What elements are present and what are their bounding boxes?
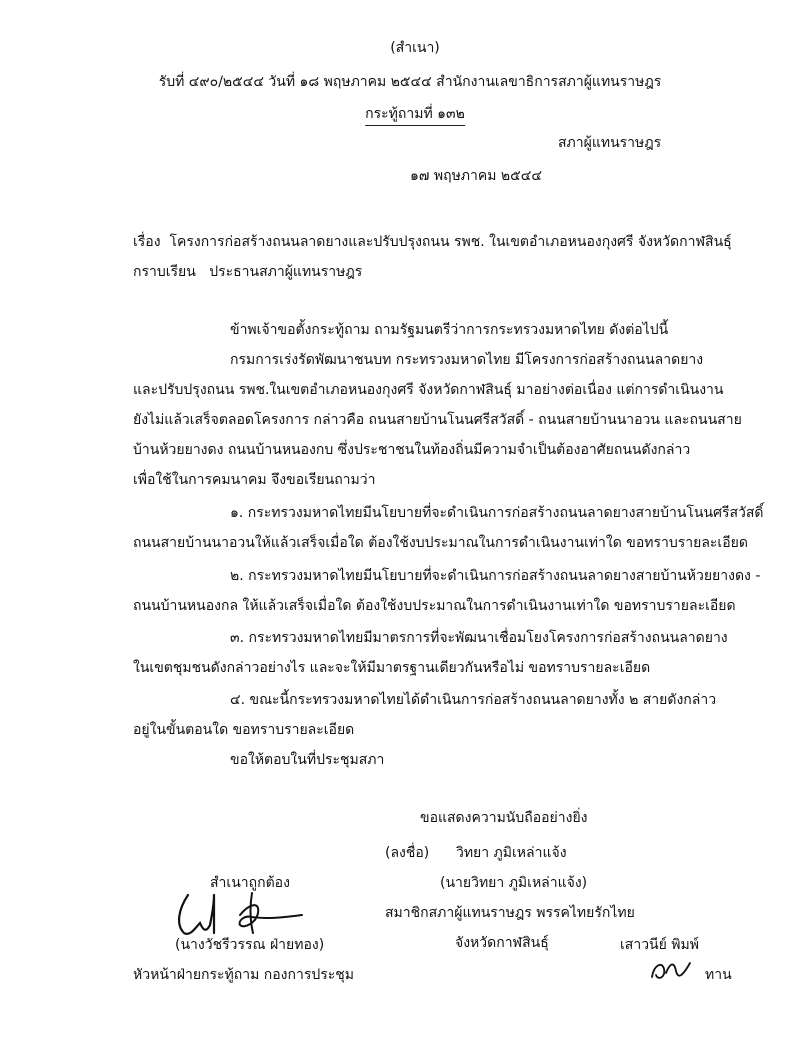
subject-line — [133, 232, 732, 252]
body-line: เพื่อใช้ในการคมนาคม จึงขอเรียนถามว่า — [133, 472, 376, 488]
question-1-line: ถนนสายบ้านนาอวนให้แล้วเสร็จเมื่อใด ต้องใช้งบประมาณในการดำเนินงานเท่าใด ขอทราบรายละเอียด — [133, 535, 748, 551]
question-3-line: ในเขตชุมชนดังกล่าวอย่างไร และจะให้มีมาตรฐานเดียวกันหรือไม่ ขอทราบรายละเอียด — [133, 660, 651, 676]
addressee-line — [133, 262, 362, 282]
certifier-title: หัวหน้าฝ่ายกระทู้ถาม กองการประชุม — [133, 967, 355, 983]
subject-label: เรื่อง — [133, 234, 161, 250]
question-2-line: ถนนบ้านหนองกล ให้แล้วเสร็จเมื่อใด ต้องใช้งบประมาณในการดำเนินงานเท่าใด ขอทราบรายละเอียด — [133, 598, 736, 614]
signed-name: วิทยา ภูมิเหล่าแจ้ง — [455, 845, 567, 861]
signer-full-name: (นายวิทยา ภูมิเหล่าแจ้ง) — [440, 875, 588, 891]
question-4-line: ๔. ขณะนี้กระทรวงมหาดไทยได้ดำเนินการก่อสร้างถนนลาดยางทั้ง ๒ สายดังกล่าว — [230, 692, 717, 708]
addressee-text: ประธานสภาผู้แทนราษฎร — [209, 264, 363, 280]
certifier-name: (นางวัชรีวรรณ ฝ่ายทอง) — [175, 937, 325, 953]
copy-label: (สำเนา) — [390, 40, 440, 56]
body-line: และปรับปรุงถนน รพช.ในเขตอำเภอหนองกุงศรี จังหวัดกาฬสินธุ์ มาอย่างต่อเนื่อง แต่การดำเนินงาน — [133, 382, 724, 398]
intro-paragraph: ข้าพเจ้าขอตั้งกระทู้ถาม ถามรัฐมนตรีว่าการกระทรวงมหาดไทย ดังต่อไปนี้ — [230, 322, 669, 338]
question-number: กระทู้ถามที่ ๑๓๒ — [365, 104, 465, 126]
question-3-line: ๓. กระทรวงมหาดไทยมีมาตรการที่จะพัฒนาเชื่อมโยงโครงการก่อสร้างถนนลาดยาง — [230, 630, 728, 646]
received-line: รับที่ ๔๙๐/๒๕๔๔ วันที่ ๑๘ พฤษภาคม ๒๕๔๔ สำนักงานเลขาธิการสภาผู้แทนราษฎร — [158, 74, 662, 90]
checker-label: ทาน — [705, 967, 732, 983]
organization: สภาผู้แทนราษฎร — [558, 135, 662, 151]
signer-position: สมาชิกสภาผู้แทนราษฎร พรรคไทยรักไทย — [385, 905, 635, 921]
signed-label: (ลงชื่อ) — [385, 845, 430, 861]
body-line: กรมการเร่งรัดพัฒนาชนบท กระทรวงมหาดไทย มีโครงการก่อสร้างถนนลาดยาง — [230, 352, 704, 368]
document-date: ๑๗ พฤษภาคม ๒๕๔๔ — [410, 168, 542, 184]
typist-name: เสาวนีย์ พิมพ์ — [620, 937, 699, 953]
subject-text: โครงการก่อสร้างถนนลาดยางและปรับปรุงถนน รพช. ในเขตอำเภอหนองกุงศรี จังหวัดกาฬสินธุ์ — [169, 234, 732, 250]
regards: ขอแสดงความนับถืออย่างยิ่ง — [420, 810, 588, 826]
question-1-line: ๑. กระทรวงมหาดไทยมีนโยบายที่จะดำเนินการก่อสร้างถนนลาดยางสายบ้านโนนศรีสวัสดิ์ — [230, 505, 764, 521]
signer-province: จังหวัดกาฬสินธุ์ — [455, 935, 549, 951]
closing-request: ขอให้ตอบในที่ประชุมสภา — [230, 752, 385, 768]
handwritten-signature — [170, 885, 310, 940]
certified-copy-label: สำเนาถูกต้อง — [210, 875, 290, 891]
body-line: บ้านห้วยยางดง ถนนบ้านหนองกบ ซึ่งประชาชนในท้องถิ่นมีความจำเป็นต้องอาศัยถนนดังกล่าว — [133, 442, 691, 458]
body-line: ยังไม่แล้วเสร็จตลอดโครงการ กล่าวคือ ถนนสายบ้านโนนศรีสวัสดิ์ - ถนนสายบ้านนาอวน และถนนสาย — [133, 412, 742, 428]
checker-initials — [648, 955, 694, 985]
addressee-label: กราบเรียน — [133, 264, 196, 280]
question-4-line: อยู่ในขั้นตอนใด ขอทราบรายละเอียด — [133, 722, 355, 738]
signed-line — [385, 843, 567, 863]
question-2-line: ๒. กระทรวงมหาดไทยมีนโยบายที่จะดำเนินการก่อสร้างถนนลาดยางสายบ้านห้วยยางดง - — [230, 568, 761, 584]
